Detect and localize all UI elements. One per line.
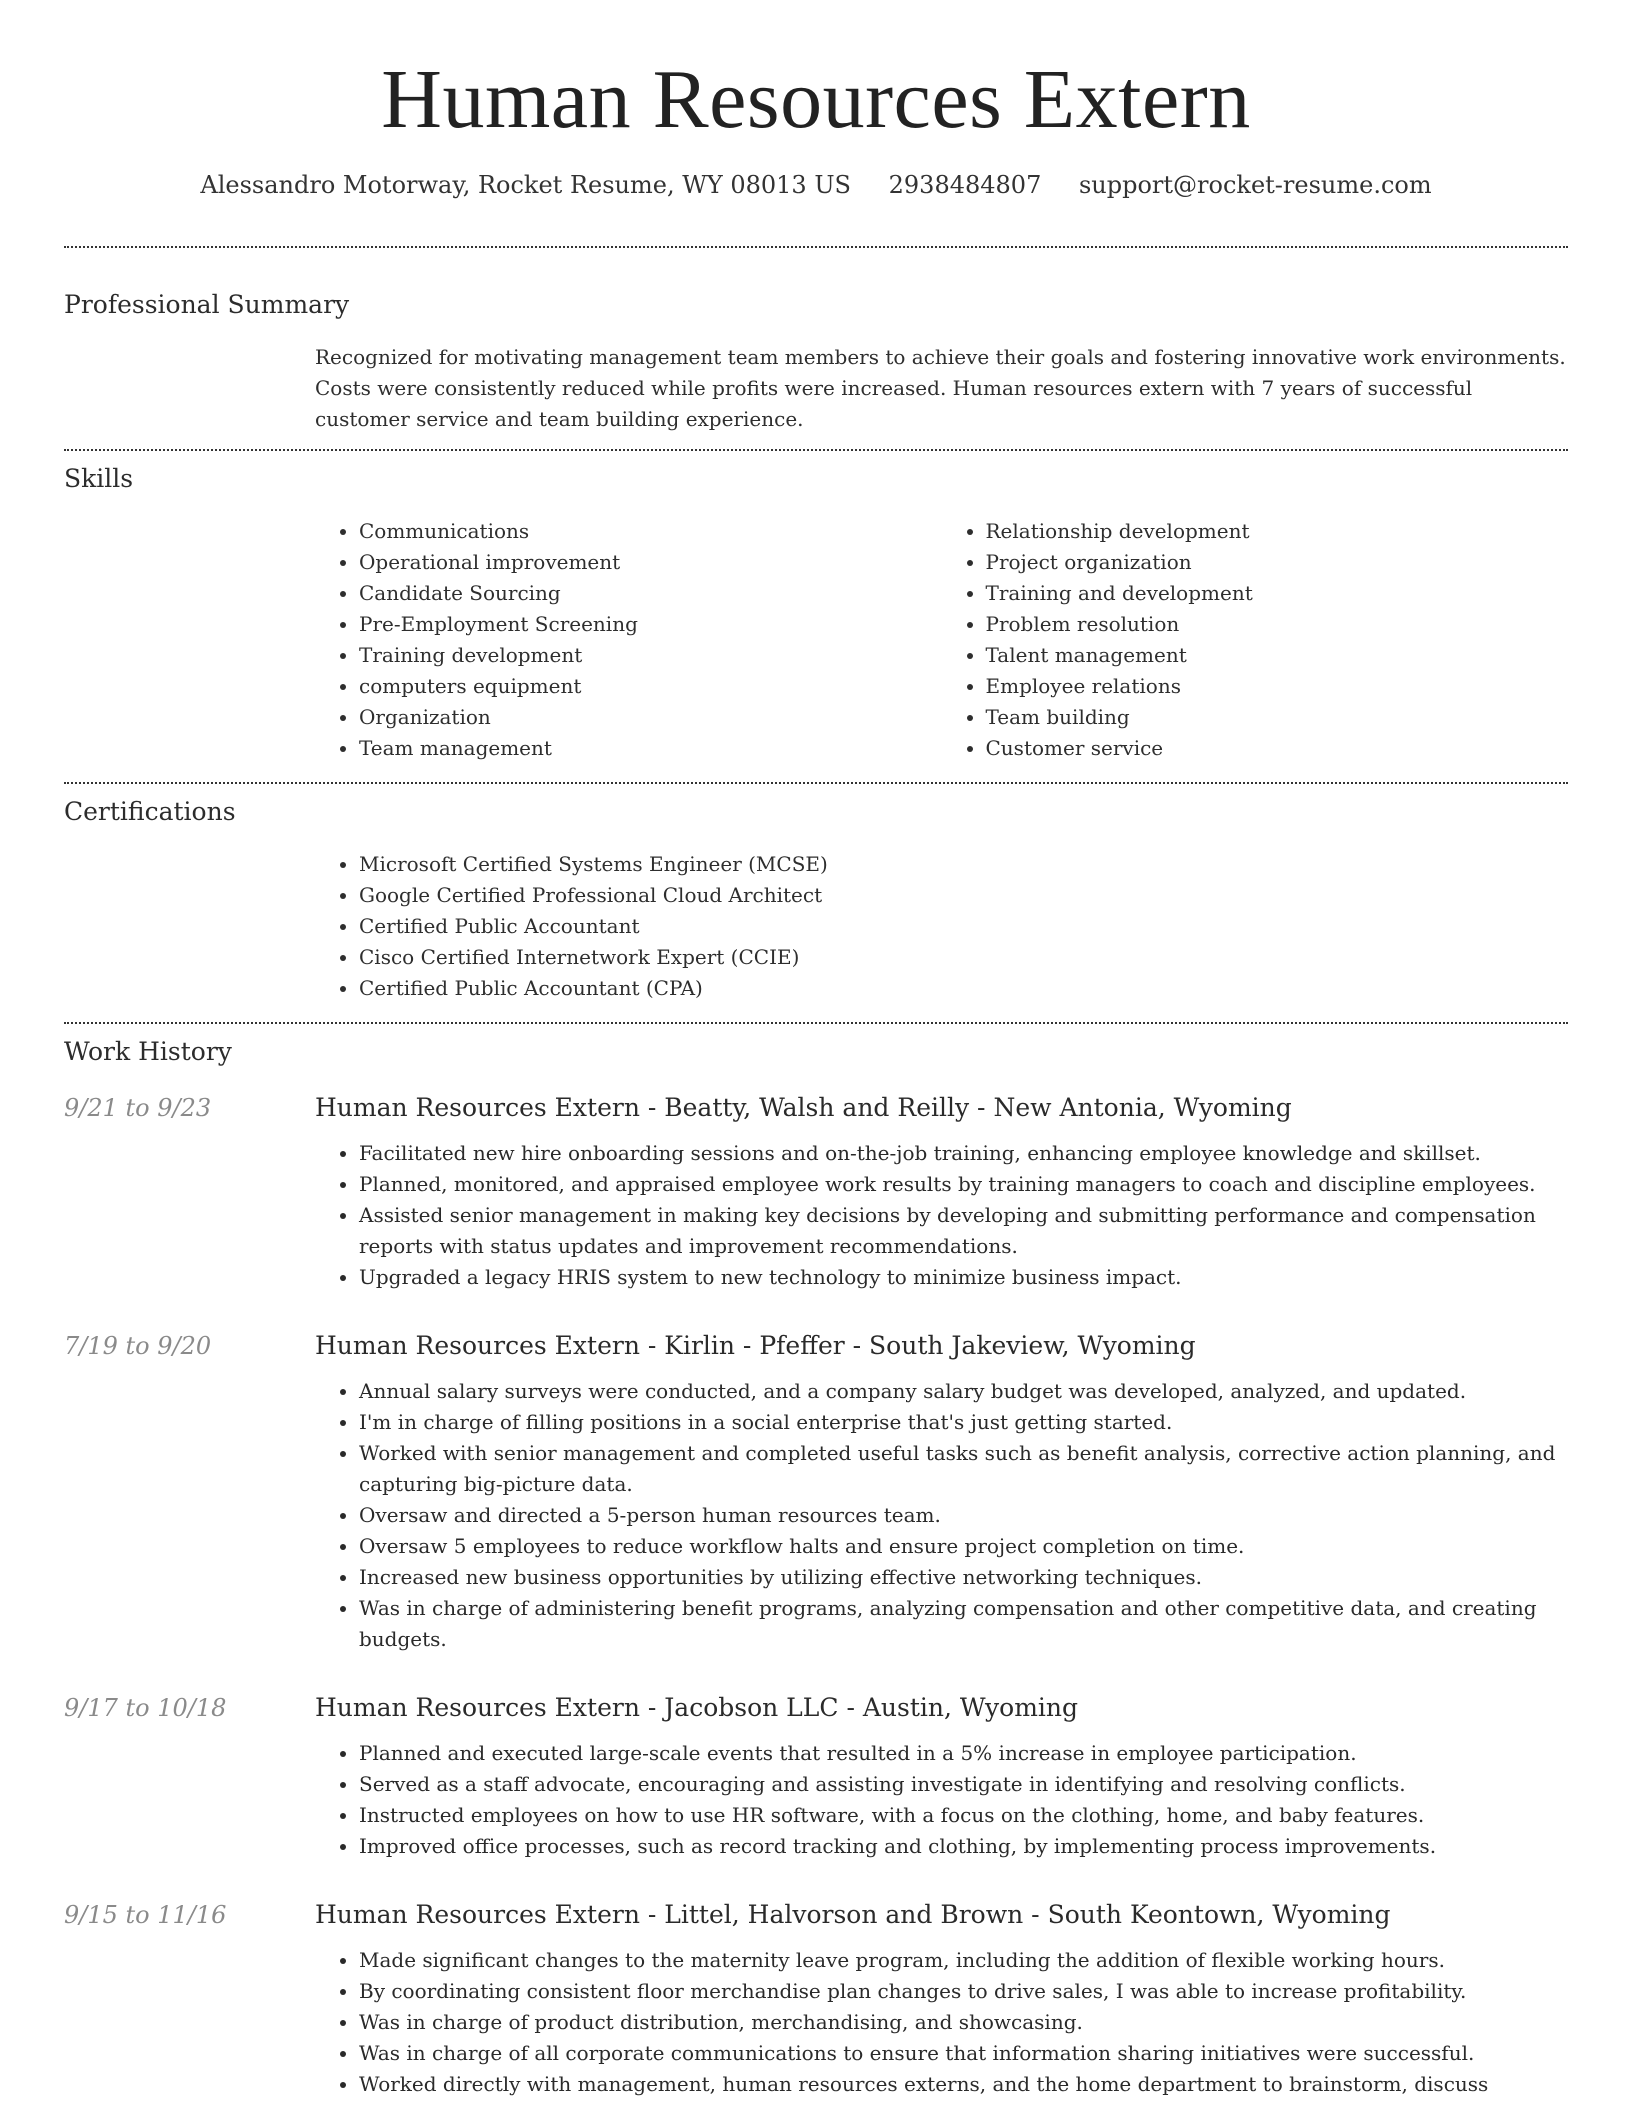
skill-item: • Employee relations xyxy=(986,671,1569,702)
divider xyxy=(64,1022,1568,1024)
certifications-heading: Certifications xyxy=(64,797,236,826)
certification-item: • Certified Public Accountant xyxy=(359,911,1568,942)
job-dates: 9/15 to 11/16 xyxy=(64,1901,227,1929)
skill-item: • Project organization xyxy=(986,547,1569,578)
skills-heading: Skills xyxy=(64,464,134,493)
job-bullet: • Oversaw 5 employees to reduce workflow halts and ensure project completion on time. xyxy=(359,1531,1568,1562)
job-bullet: • Oversaw and directed a 5-person human resources team. xyxy=(359,1500,1568,1531)
job-bullets xyxy=(315,1945,1568,2100)
job-bullet: • Worked directly with management, human resources externs, and the home department to brainstorm, discuss xyxy=(359,2069,1568,2100)
job-bullet: • Made significant changes to the maternity leave program, including the addition of flexible working hours. xyxy=(359,1945,1568,1976)
certification-item: • Google Certified Professional Cloud Architect xyxy=(359,880,1568,911)
job-bullet: • Was in charge of product distribution, merchandising, and showcasing. xyxy=(359,2007,1568,2038)
job-dates: 7/19 to 9/20 xyxy=(64,1332,212,1360)
divider xyxy=(64,246,1568,248)
job-bullet: • Planned, monitored, and appraised employee work results by training managers to coach and discipline employees. xyxy=(359,1169,1568,1200)
skill-item: • Training development xyxy=(359,640,942,671)
divider xyxy=(64,782,1568,784)
skill-item: • Training and development xyxy=(986,578,1569,609)
skill-item: • Team management xyxy=(359,733,942,764)
job-bullet: • Planned and executed large-scale events that resulted in a 5% increase in employee participation. xyxy=(359,1738,1568,1769)
certifications-list xyxy=(315,849,1568,1004)
skills-list-left xyxy=(315,516,942,764)
skill-item: • computers equipment xyxy=(359,671,942,702)
job-bullet: • Served as a staff advocate, encouraging and assisting investigate in identifying and resolving conflicts. xyxy=(359,1769,1568,1800)
certifications-body xyxy=(315,849,1568,1004)
job-title: Human Resources Extern - Beatty, Walsh and Reilly - New Antonia, Wyoming xyxy=(315,1093,1292,1122)
job-entry xyxy=(64,1898,1568,2100)
skill-item: • Problem resolution xyxy=(986,609,1569,640)
job-bullet: • By coordinating consistent floor merchandise plan changes to drive sales, I was able to increase profitability. xyxy=(359,1976,1568,2007)
contact-email: support@rocket-resume.com xyxy=(1078,171,1432,199)
job-bullet: • Improved office processes, such as record tracking and clothing, by implementing process improvements. xyxy=(359,1831,1568,1862)
skill-item: • Communications xyxy=(359,516,942,547)
skill-item: • Candidate Sourcing xyxy=(359,578,942,609)
job-bullet: • Upgraded a legacy HRIS system to new technology to minimize business impact. xyxy=(359,1262,1568,1293)
summary-body xyxy=(315,342,1568,435)
skill-item: • Relationship development xyxy=(986,516,1569,547)
summary-text: Recognized for motivating management team members to achieve their goals and fostering innovative work environments. Costs were consistently reduced while profits were increased. Human resources extern with 7 years of successful customer service and team building experience. xyxy=(315,345,1566,431)
skill-item: • Talent management xyxy=(986,640,1569,671)
skill-item: • Organization xyxy=(359,702,942,733)
job-details xyxy=(315,1329,1568,1655)
skill-item: • Customer service xyxy=(986,733,1569,764)
job-bullets xyxy=(315,1138,1568,1293)
certification-item: • Certified Public Accountant (CPA) xyxy=(359,973,1568,1004)
skill-item: • Operational improvement xyxy=(359,547,942,578)
work-history-heading: Work History xyxy=(64,1037,232,1066)
skill-item: • Pre-Employment Screening xyxy=(359,609,942,640)
certification-item: • Cisco Certified Internetwork Expert (CCIE) xyxy=(359,942,1568,973)
job-title: Human Resources Extern - Kirlin - Pfeffer - South Jakeview, Wyoming xyxy=(315,1331,1196,1360)
job-bullet: • Annual salary surveys were conducted, and a company salary budget was developed, analyzed, and updated. xyxy=(359,1376,1568,1407)
certification-item: • Microsoft Certified Systems Engineer (MCSE) xyxy=(359,849,1568,880)
job-bullet: • Facilitated new hire onboarding sessions and on-the-job training, enhancing employee knowledge and skillset. xyxy=(359,1138,1568,1169)
summary-section xyxy=(64,288,1568,435)
job-title: Human Resources Extern - Littel, Halvorson and Brown - South Keontown, Wyoming xyxy=(315,1900,1391,1929)
summary-heading: Professional Summary xyxy=(64,290,350,319)
job-details xyxy=(315,1091,1568,1293)
job-bullet: • Assisted senior management in making key decisions by developing and submitting performance and compensation reports with status updates and improvement recommendations. xyxy=(359,1200,1568,1262)
skill-item: • Team building xyxy=(986,702,1569,733)
divider xyxy=(64,449,1568,451)
job-dates: 9/21 to 9/23 xyxy=(64,1094,212,1122)
job-details xyxy=(315,1691,1568,1862)
job-details xyxy=(315,1898,1568,2100)
job-bullet: • Worked with senior management and completed useful tasks such as benefit analysis, corrective action planning, and capturing big-picture data. xyxy=(359,1438,1568,1500)
job-entry xyxy=(64,1691,1568,1862)
contact-address: Alessandro Motorway, Rocket Resume, WY 08013 US xyxy=(200,171,851,199)
job-bullet: • I'm in charge of filling positions in a social enterprise that's just getting started. xyxy=(359,1407,1568,1438)
job-dates: 9/17 to 10/18 xyxy=(64,1694,227,1722)
skills-list-right xyxy=(942,516,1569,764)
job-bullets xyxy=(315,1738,1568,1862)
skills-columns xyxy=(315,516,1568,764)
job-bullet: • Increased new business opportunities by utilizing effective networking techniques. xyxy=(359,1562,1568,1593)
job-entry xyxy=(64,1091,1568,1293)
contact-phone: 2938484807 xyxy=(888,171,1042,199)
job-bullet: • Was in charge of all corporate communications to ensure that information sharing initiatives were successful. xyxy=(359,2038,1568,2069)
job-bullet: • Instructed employees on how to use HR software, with a focus on the clothing, home, and baby features. xyxy=(359,1800,1568,1831)
work-history-section xyxy=(64,1035,1568,2100)
job-title: Human Resources Extern - Jacobson LLC - Austin, Wyoming xyxy=(315,1693,1079,1722)
certifications-section xyxy=(64,795,1568,1004)
contact-line xyxy=(64,168,1568,202)
job-bullets xyxy=(315,1376,1568,1655)
job-bullet: • Was in charge of administering benefit programs, analyzing compensation and other competitive data, and creating budgets. xyxy=(359,1593,1568,1655)
skills-section xyxy=(64,462,1568,764)
resume-title: Human Resources Extern xyxy=(381,53,1251,146)
resume-page xyxy=(64,0,1568,2100)
job-entry xyxy=(64,1329,1568,1655)
